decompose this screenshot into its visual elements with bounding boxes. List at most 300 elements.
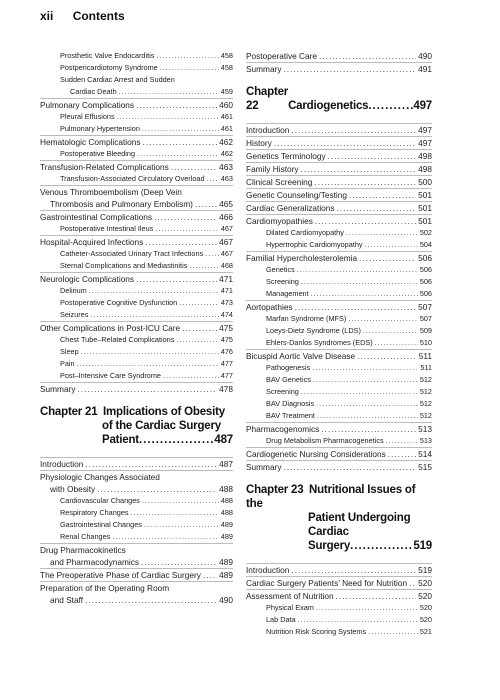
dot-leader	[203, 569, 217, 581]
toc-entry[interactable]	[40, 185, 233, 210]
toc-entry-title: Introduction	[40, 459, 84, 469]
toc-entry[interactable]	[246, 349, 432, 362]
dot-leader	[176, 334, 218, 346]
toc-entry-title: Pulmonary Complications	[40, 100, 135, 110]
toc-entry-title: Preparation of the Operating Room	[40, 583, 170, 593]
toc-entry-title: Postpericardiotomy Syndrome	[60, 63, 158, 72]
toc-entry-title: History	[246, 138, 272, 148]
dot-leader	[363, 325, 418, 337]
toc-entry[interactable]	[40, 98, 233, 111]
toc-entry-title: The Preoperative Phase of Cardiac Surgery	[40, 570, 201, 580]
toc-column-left	[40, 50, 233, 606]
chapter-heading[interactable]	[246, 85, 432, 113]
toc-subentry[interactable]	[40, 495, 233, 507]
toc-entry-title: Cardiovascular Changes	[60, 496, 140, 505]
dot-leader	[301, 276, 418, 288]
toc-page-number: 467	[219, 237, 233, 247]
chapter-number: Chapter 21	[40, 406, 103, 418]
chapter-number: Chapter 23	[246, 484, 309, 496]
toc-subentry[interactable]	[40, 297, 233, 309]
chapter-spacer	[246, 553, 432, 563]
toc-page-number: 468	[220, 261, 233, 270]
toc-page-number: 513	[418, 424, 432, 434]
dot-leader	[375, 337, 418, 349]
dot-leader	[388, 448, 416, 460]
toc-entry[interactable]	[40, 543, 233, 568]
toc-entry-title: Cardiomyopathies	[246, 216, 313, 226]
toc-page-number: 467	[220, 249, 233, 258]
dot-leader	[144, 519, 219, 531]
toc-page-number: 520	[419, 615, 432, 624]
toc-entry-title: Management	[266, 289, 309, 298]
toc-subentry[interactable]	[246, 276, 432, 288]
dot-leader	[163, 370, 219, 382]
toc-entry-title: Drug Metabolism Pharmacogenetics	[266, 436, 384, 445]
toc-entry-title: Respiratory Changes	[60, 508, 129, 517]
toc-entry-title: Sleep	[60, 347, 79, 356]
toc-subentry[interactable]	[246, 227, 432, 239]
toc-entry-title: Renal Changes	[60, 532, 111, 541]
toc-subentry[interactable]	[40, 74, 233, 98]
toc-page-number: 471	[219, 274, 233, 284]
toc-entry-title: and Pharmacodynamics	[50, 557, 140, 567]
toc-entry-last-line	[40, 594, 233, 606]
dot-leader	[117, 111, 219, 123]
toc-page-number: 498	[418, 164, 432, 174]
toc-page-number: 519	[418, 565, 432, 575]
toc-entry-title: Gastrointestinal Complications	[40, 212, 153, 222]
toc-entry-title: Summary	[246, 64, 282, 74]
toc-entry-title: Screening	[266, 277, 299, 286]
toc-subentry[interactable]	[246, 386, 432, 398]
dot-leader	[316, 398, 418, 410]
toc-page-number: 502	[419, 228, 432, 237]
toc-entry-title: Genetics	[266, 265, 295, 274]
toc-entry[interactable]	[246, 188, 432, 201]
toc-entry-title: Cardiac Generalizations	[246, 203, 335, 213]
toc-page-number: 506	[418, 253, 432, 263]
dot-leader	[189, 260, 218, 272]
toc-entry-title: Pharmacogenomics	[246, 424, 320, 434]
toc-subentry[interactable]	[246, 337, 432, 349]
dot-leader	[337, 202, 417, 214]
toc-entry-title: Sudden Cardiac Arrest and Sudden	[60, 75, 175, 84]
toc-page-number: 509	[419, 326, 432, 335]
toc-entry[interactable]	[246, 589, 432, 602]
toc-column-right	[246, 50, 432, 638]
dot-leader	[90, 309, 218, 321]
toc-entry-title: Summary	[246, 462, 282, 472]
toc-entry[interactable]	[246, 214, 432, 227]
toc-subentry[interactable]	[40, 148, 233, 160]
toc-entry-last-line	[40, 483, 233, 495]
toc-subentry[interactable]	[246, 614, 432, 626]
toc-entry-title: Pain	[60, 359, 75, 368]
dot-leader	[78, 383, 218, 395]
toc-page-number: 520	[418, 591, 432, 601]
toc-entry-title: Familial Hypercholesterolemia	[246, 253, 358, 263]
toc-subentry[interactable]	[246, 374, 432, 386]
toc-subentry[interactable]	[246, 362, 432, 374]
toc-subentry[interactable]	[40, 111, 233, 123]
toc-entry-title: Introduction	[246, 565, 290, 575]
toc-page-number: 488	[220, 496, 233, 505]
dot-leader	[207, 173, 219, 185]
dot-leader	[155, 223, 219, 235]
running-header	[40, 9, 125, 29]
toc-entry-title: Chest Tube–Related Complications	[60, 335, 175, 344]
dot-leader	[77, 358, 219, 370]
toc-entry-title: Pulmonary Hypertension	[60, 124, 140, 133]
toc-subentry[interactable]	[40, 260, 233, 272]
toc-page-number: 478	[219, 384, 233, 394]
dot-leader	[348, 313, 418, 325]
toc-entry-title: Gastrointestinal Changes	[60, 520, 142, 529]
dot-leader	[368, 626, 418, 638]
chapter-spacer	[246, 473, 432, 483]
toc-page-number: 501	[418, 203, 432, 213]
toc-entry-title: Marfan Syndrome (MFS)	[266, 314, 347, 323]
toc-entry[interactable]	[246, 50, 432, 62]
dot-leader	[112, 531, 219, 543]
toc-page-number: 513	[419, 436, 432, 445]
chapter-title-line	[40, 405, 233, 419]
toc-subentry[interactable]	[40, 358, 233, 370]
toc-entry[interactable]	[246, 422, 432, 435]
toc-entry-title: Postoperative Intestinal Ileus	[60, 224, 154, 233]
dot-leader	[284, 461, 417, 473]
toc-entry[interactable]	[246, 149, 432, 162]
toc-page-number: 515	[418, 462, 432, 472]
toc-subentry[interactable]	[40, 346, 233, 358]
toc-page-number: 475	[220, 335, 233, 344]
toc-page-number: 521	[419, 627, 432, 636]
toc-page-number: 490	[418, 51, 432, 61]
toc-entry[interactable]	[40, 321, 233, 334]
dot-leader	[119, 86, 219, 98]
chapter-title: Patient Undergoing	[308, 512, 411, 524]
toc-page-number: 488	[219, 484, 233, 494]
toc-page-number: 463	[219, 162, 233, 172]
dot-leader	[156, 50, 218, 62]
dot-leader	[359, 252, 416, 264]
toc-entry-last-line	[40, 556, 233, 568]
toc-page-number: 473	[220, 298, 233, 307]
toc-entry[interactable]	[40, 272, 233, 285]
toc-page-number: 498	[418, 151, 432, 161]
toc-entry-title: Screening	[266, 387, 299, 396]
chapter-title: of the Cardiac Surgery	[102, 420, 221, 432]
toc-entry-title: Cardiogenetic Nursing Considerations	[246, 449, 386, 459]
dot-leader	[131, 507, 219, 519]
toc-entry[interactable]	[40, 382, 233, 395]
chapter-title: Cardiac Surgery	[308, 526, 351, 552]
toc-entry[interactable]	[246, 201, 432, 214]
toc-entry-title: Ehlers-Danlos Syndromes (EDS)	[266, 338, 373, 347]
dot-leader	[137, 148, 219, 160]
toc-page-number: 520	[419, 603, 432, 612]
toc-entry-title: Loeys-Dietz Syndrome (LDS)	[266, 326, 361, 335]
toc-entry-title: Clinical Screening	[246, 177, 313, 187]
dot-leader	[349, 189, 416, 201]
chapter-title: Cardiogenetics	[288, 100, 369, 112]
chapter-page-number: 497	[413, 100, 432, 112]
dot-leader	[195, 198, 217, 210]
dot-leader	[301, 163, 417, 175]
toc-page-number: 511	[418, 351, 432, 361]
toc-page-number: 458	[220, 51, 233, 60]
toc-entry-title: Prosthetic Valve Endocarditis	[60, 51, 155, 60]
toc-entry[interactable]	[40, 457, 233, 470]
toc-entry[interactable]	[246, 251, 432, 264]
dot-leader	[136, 273, 217, 285]
toc-page-number: 471	[220, 286, 233, 295]
toc-entry-title: Nutrition Risk Scoring Systems	[266, 627, 367, 636]
toc-page-number: 462	[220, 149, 233, 158]
toc-page-number: 477	[220, 359, 233, 368]
dot-leader	[365, 239, 418, 251]
dot-leader	[179, 297, 219, 309]
toc-page-number: 504	[419, 240, 432, 249]
toc-entry[interactable]	[40, 135, 233, 148]
toc-entry[interactable]	[40, 160, 233, 173]
toc-entry-title: BAV Diagnosis	[266, 399, 315, 408]
toc-entry-title: Genetic Counseling/Testing	[246, 190, 348, 200]
toc-subentry[interactable]	[246, 410, 432, 422]
dot-leader	[350, 539, 413, 553]
toc-page-number: 466	[219, 212, 233, 222]
toc-entry-title: Sternal Complications and Mediastinitis	[60, 261, 188, 270]
toc-subentry[interactable]	[246, 313, 432, 325]
toc-subentry[interactable]	[40, 223, 233, 235]
dot-leader	[160, 62, 219, 74]
dot-leader	[143, 136, 218, 148]
toc-page-number: 491	[418, 64, 432, 74]
toc-page-number: 474	[220, 310, 233, 319]
dot-leader	[142, 495, 219, 507]
toc-entry[interactable]	[246, 136, 432, 149]
toc-entry-title: Postoperative Cognitive Dysfunction	[60, 298, 178, 307]
chapter-title: Implications of Obesity	[103, 406, 225, 418]
toc-page-number: 488	[220, 508, 233, 517]
dot-leader	[319, 50, 416, 62]
toc-subentry[interactable]	[40, 309, 233, 321]
toc-entry-title: Family History	[246, 164, 299, 174]
dot-leader	[409, 577, 416, 589]
toc-entry-last-line	[60, 86, 233, 98]
toc-entry[interactable]	[246, 460, 432, 473]
toc-entry[interactable]	[40, 210, 233, 223]
toc-entry[interactable]	[246, 175, 432, 188]
toc-page-number: 458	[220, 63, 233, 72]
chapter-title-line	[246, 525, 432, 553]
toc-page-number: 476	[220, 347, 233, 356]
chapter-spacer	[246, 75, 432, 85]
toc-entry[interactable]	[246, 447, 432, 460]
dot-leader	[301, 386, 418, 398]
toc-page-number: 514	[418, 449, 432, 459]
toc-page-number: 475	[219, 323, 233, 333]
toc-entry[interactable]	[246, 563, 432, 576]
toc-page-number: 489	[219, 570, 233, 580]
toc-entry-title: Summary	[40, 384, 76, 394]
toc-entry-title: Seizures	[60, 310, 89, 319]
toc-subentry[interactable]	[40, 248, 233, 260]
dot-leader	[315, 215, 416, 227]
toc-entry-title: Lab Data	[266, 615, 296, 624]
toc-subentry[interactable]	[246, 325, 432, 337]
toc-entry[interactable]	[246, 123, 432, 136]
toc-subentry[interactable]	[40, 370, 233, 382]
toc-page-number: 501	[418, 216, 432, 226]
dot-leader	[142, 123, 219, 135]
dot-leader	[85, 594, 217, 606]
dot-leader	[154, 211, 217, 223]
toc-subentry[interactable]	[40, 62, 233, 74]
toc-entry[interactable]	[40, 581, 233, 606]
chapter-spacer	[40, 395, 233, 405]
dot-leader	[368, 99, 413, 113]
toc-entry-title: Transfusion-Associated Circulatory Overload	[60, 174, 205, 183]
dot-leader	[312, 362, 418, 374]
toc-subentry[interactable]	[246, 288, 432, 300]
toc-subentry[interactable]	[40, 50, 233, 62]
toc-entry-last-line	[40, 198, 233, 210]
toc-page-number: 512	[419, 411, 432, 420]
toc-entry[interactable]	[40, 470, 233, 495]
dot-leader	[171, 161, 217, 173]
toc-entry-title: Physical Exam	[266, 603, 314, 612]
page-number: xii	[40, 9, 54, 23]
toc-entry-title: Dilated Cardiomyopathy	[266, 228, 344, 237]
chapter-number: Chapter 22	[246, 86, 289, 112]
toc-page-number: 489	[220, 520, 233, 529]
toc-entry-title: Aortopathies	[246, 302, 293, 312]
toc-entry-title: Other Complications in Post-ICU Care	[40, 323, 181, 333]
toc-entry-title: Bicuspid Aortic Valve Disease	[246, 351, 356, 361]
toc-page-number: 489	[219, 557, 233, 567]
dot-leader	[97, 483, 217, 495]
dot-leader	[297, 264, 418, 276]
dot-leader	[139, 433, 214, 447]
toc-page-number: 461	[220, 112, 233, 121]
toc-entry[interactable]	[246, 576, 432, 589]
toc-page-number: 467	[220, 224, 233, 233]
toc-subentry[interactable]	[246, 264, 432, 276]
toc-subentry[interactable]	[40, 507, 233, 519]
toc-page-number: 497	[418, 138, 432, 148]
toc-entry-title: with Obesity	[50, 484, 96, 494]
toc-entry-title: Neurologic Complications	[40, 274, 135, 284]
chapter-page-number: 487	[214, 434, 233, 446]
toc-page-number: 459	[220, 87, 233, 96]
dot-leader	[316, 602, 418, 614]
toc-page-number: 512	[419, 387, 432, 396]
chapter-title-line	[40, 433, 233, 447]
toc-page-number: 506	[419, 277, 432, 286]
chapter-title-line	[246, 511, 432, 525]
dot-leader	[295, 301, 417, 313]
dot-leader	[81, 346, 219, 358]
toc-entry[interactable]	[246, 300, 432, 313]
toc-entry-title: Transfusion-Related Complications	[40, 162, 169, 172]
toc-entry-title: Cardiac Death	[70, 87, 117, 96]
toc-entry-title: Venous Thromboembolism (Deep Vein	[40, 187, 182, 197]
dot-leader	[141, 556, 217, 568]
toc-page-number: 512	[419, 399, 432, 408]
toc-subentry[interactable]	[246, 398, 432, 410]
toc-page-number: 460	[219, 100, 233, 110]
toc-page-number: 507	[419, 314, 432, 323]
toc-subentry[interactable]	[40, 519, 233, 531]
toc-subentry[interactable]	[40, 285, 233, 297]
dot-leader	[346, 227, 418, 239]
chapter-page-number: 519	[413, 540, 432, 552]
dot-leader	[182, 322, 217, 334]
dot-leader	[313, 374, 418, 386]
toc-subentry[interactable]	[246, 602, 432, 614]
toc-entry[interactable]	[40, 235, 233, 248]
toc-subentry[interactable]	[40, 123, 233, 135]
dot-leader	[336, 590, 417, 602]
toc-page-number: 477	[220, 371, 233, 380]
toc-subentry[interactable]	[40, 334, 233, 346]
chapter-spacer	[246, 113, 432, 123]
toc-entry[interactable]	[246, 62, 432, 75]
chapter-title-line	[40, 419, 233, 433]
dot-leader	[328, 150, 417, 162]
toc-page-number: 512	[419, 375, 432, 384]
toc-entry-title: Genetics Terminology	[246, 151, 326, 161]
toc-page-number: 497	[418, 125, 432, 135]
toc-subentry[interactable]	[40, 531, 233, 543]
toc-entry-title: Drug Pharmacokinetics	[40, 545, 126, 555]
toc-page-number: 463	[220, 174, 233, 183]
dot-leader	[89, 285, 219, 297]
toc-subentry[interactable]	[246, 626, 432, 638]
dot-leader	[284, 63, 417, 75]
toc-entry-title: Post–Intensive Care Syndrome	[60, 371, 161, 380]
dot-leader	[317, 410, 418, 422]
toc-subentry[interactable]	[246, 239, 432, 251]
dot-leader	[298, 614, 418, 626]
chapter-title-line	[246, 483, 432, 511]
dot-leader	[85, 458, 217, 470]
toc-page-number: 500	[418, 177, 432, 187]
toc-entry-title: BAV Genetics	[266, 375, 311, 384]
dot-leader	[311, 288, 418, 300]
toc-page-number: 510	[419, 338, 432, 347]
toc-entry-title: Hematologic Complications	[40, 137, 141, 147]
toc-subentry[interactable]	[246, 435, 432, 447]
toc-entry-title: Postoperative Bleeding	[60, 149, 136, 158]
toc-entry[interactable]	[40, 568, 233, 581]
toc-entry-title: Delirium	[60, 286, 87, 295]
toc-entry-title: Postoperative Care	[246, 51, 318, 61]
toc-entry-title: Cardiac Surgery Patients’ Need for Nutrition	[246, 578, 408, 588]
toc-entry[interactable]	[246, 162, 432, 175]
chapter-heading[interactable]	[246, 483, 432, 553]
toc-subentry[interactable]	[40, 173, 233, 185]
dot-leader	[291, 124, 416, 136]
toc-entry-title: Pathogenesis	[266, 363, 311, 372]
chapter-title-line	[246, 85, 432, 113]
dot-leader	[386, 435, 418, 447]
chapter-heading[interactable]	[40, 405, 233, 447]
dot-leader	[205, 248, 219, 260]
toc-page-number: 487	[219, 459, 233, 469]
chapter-title: Nutritional Issues of the	[246, 484, 416, 510]
